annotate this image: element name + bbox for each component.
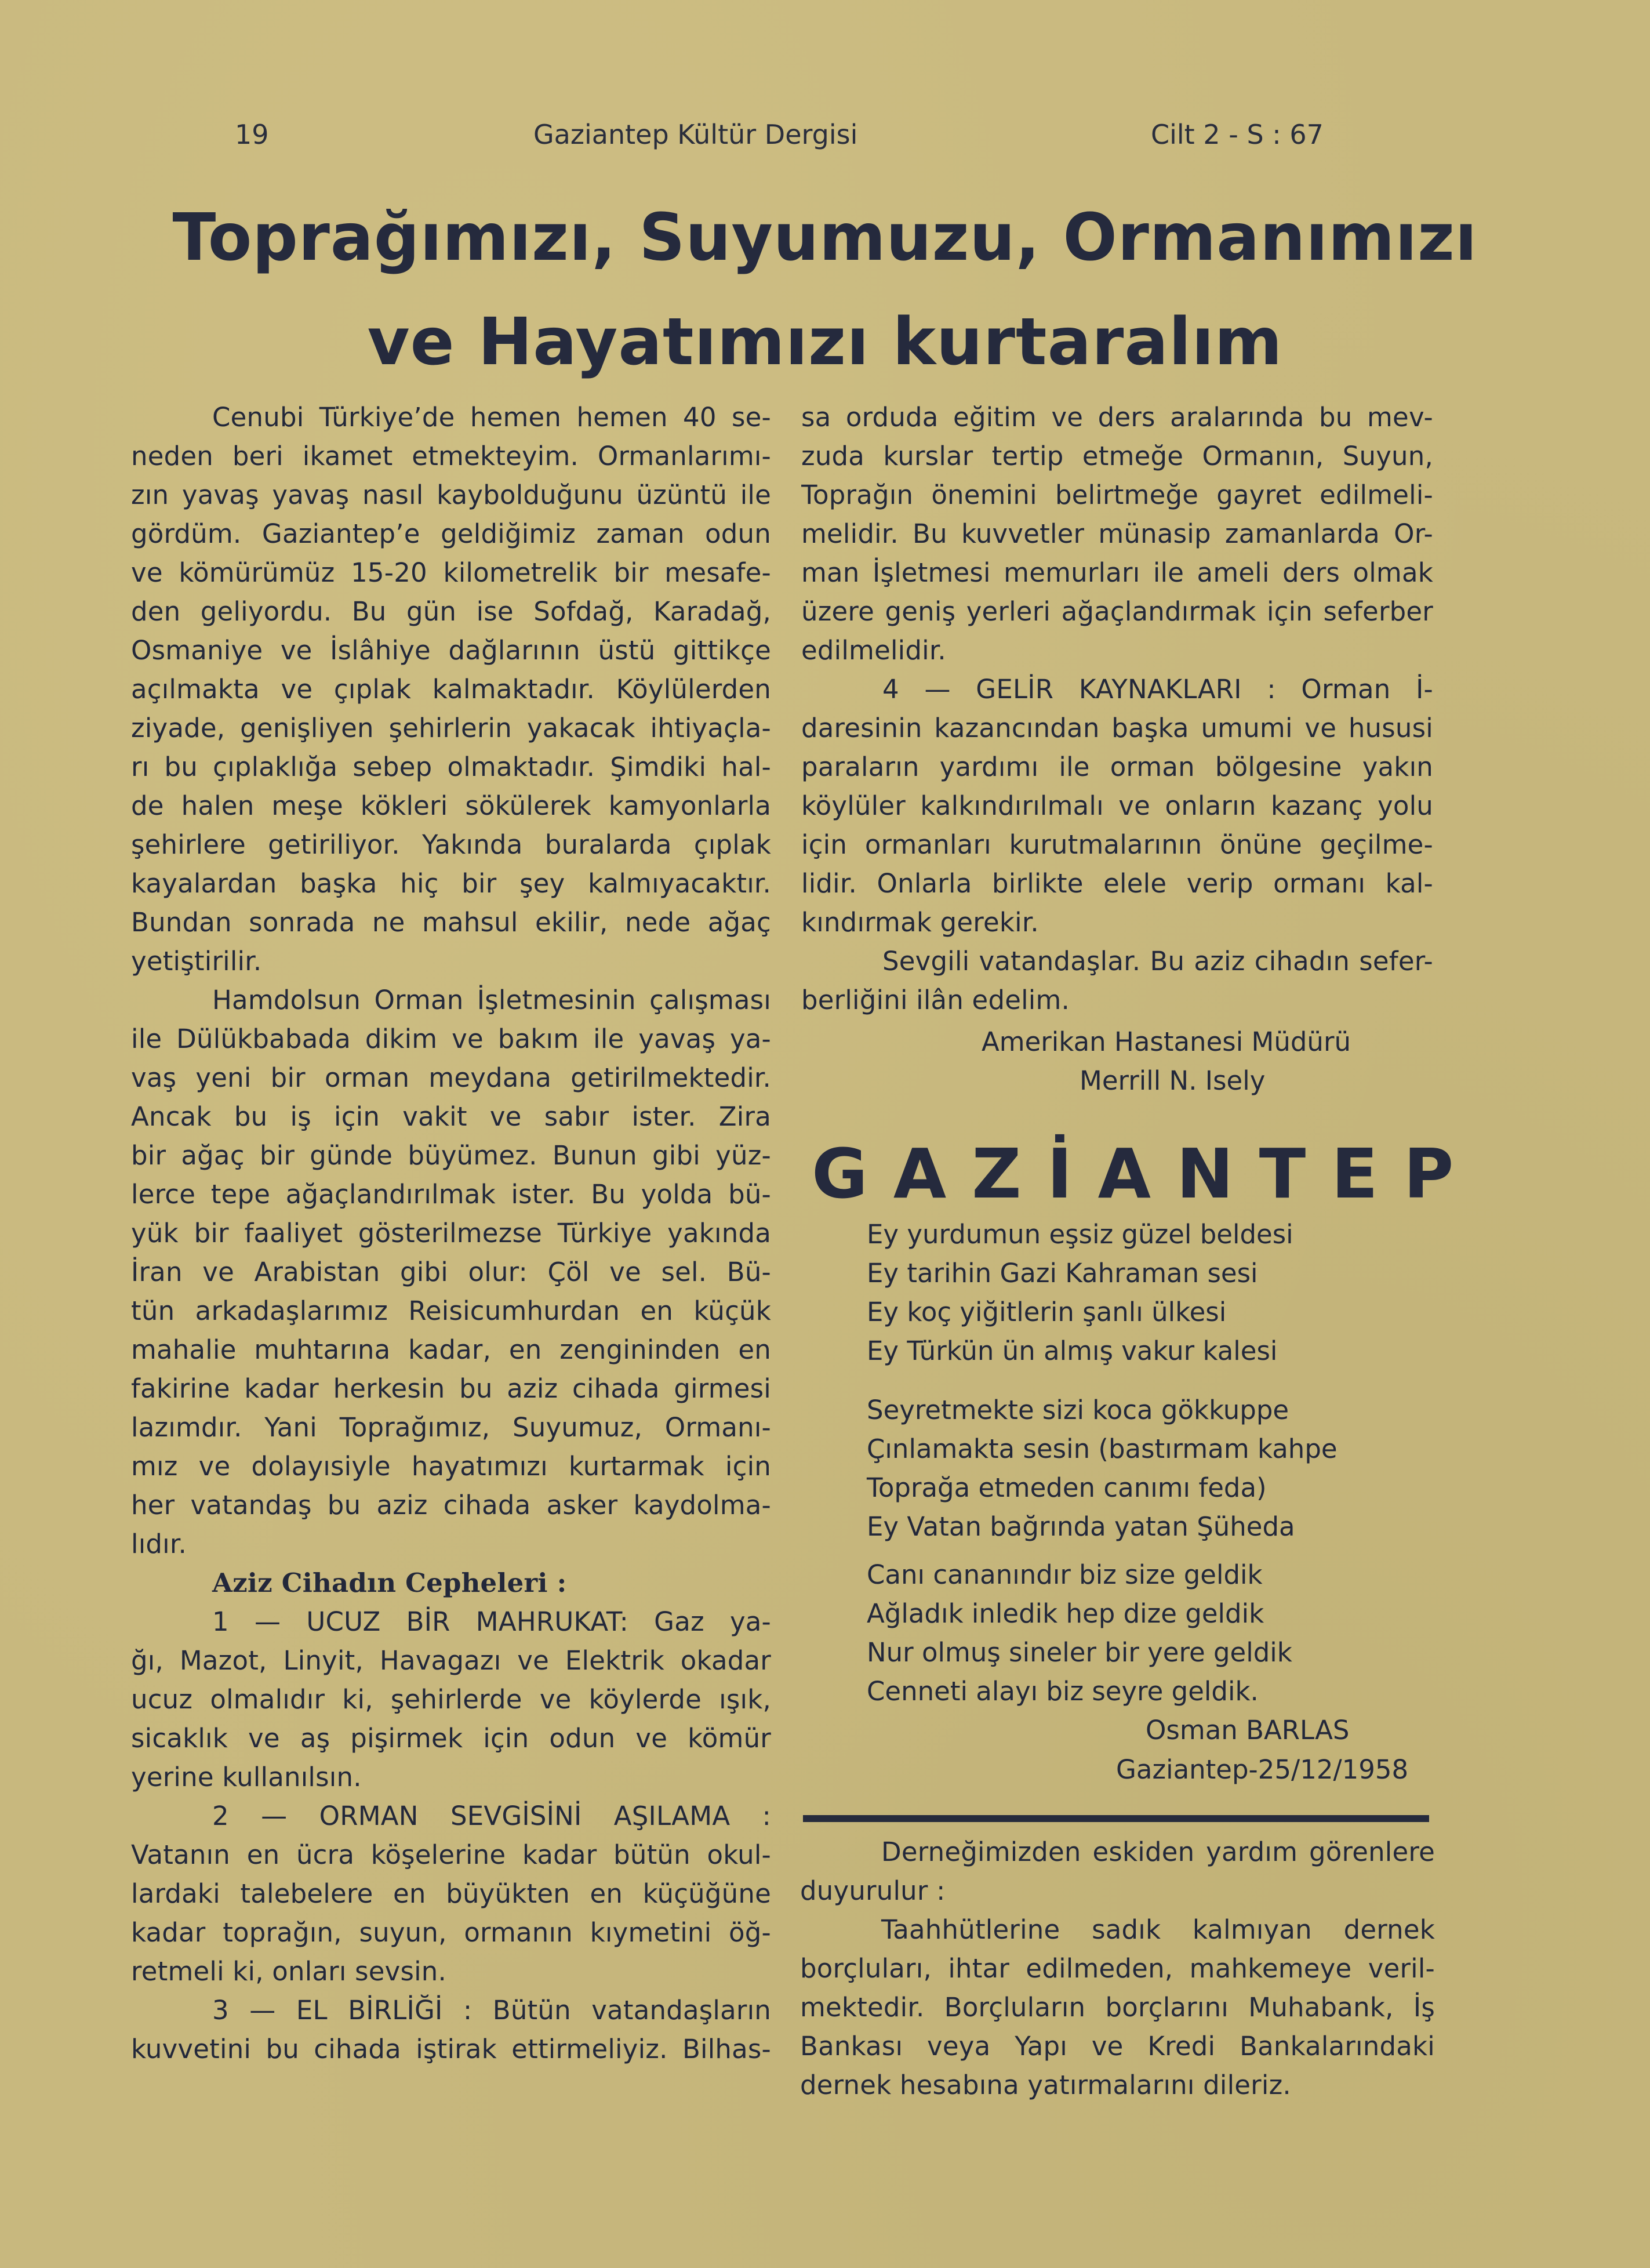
text-line: lardaki talebelere en büyükten en küçüğüne: [131, 1878, 771, 1909]
volume-issue: Cilt 2 - S : 67: [1151, 119, 1324, 150]
text-line: 1 — UCUZ BİR MAHRUKAT: Gaz ya-: [212, 1606, 771, 1637]
text-line: lıdır.: [131, 1529, 187, 1559]
text-line: edilmelidir.: [801, 635, 946, 666]
notice-line: Derneğimizden eskiden yardım görenlere: [881, 1837, 1435, 1867]
text-line: sicaklık ve aş pişirmek için odun ve kömür: [131, 1723, 771, 1754]
text-line: için ormanları kurutmalarının önüne geçilme-: [801, 829, 1433, 860]
text-line: Toprağın önemini belirtmeğe gayret edilmeli-: [801, 480, 1433, 510]
text-line: Sevgili vatandaşlar. Bu aziz cihadın sefer-: [882, 946, 1433, 977]
text-line: 2 — ORMAN SEVGİSİNİ AŞILAMA :: [212, 1801, 771, 1831]
text-line: den geliyordu. Bu gün ise Sofdağ, Karadağ,: [131, 596, 771, 627]
text-line: kındırmak gerekir.: [801, 907, 1039, 938]
notice-line: Taahhütlerine sadık kalmıyan dernek: [881, 1914, 1435, 1945]
poem-line: Cenneti alayı biz seyre geldik.: [867, 1676, 1259, 1707]
article-title-line-1: Toprağımızı, Suyumuzu, Ormanımızı: [172, 200, 1478, 275]
association-notice: [800, 1832, 1435, 2104]
text-line: melidir. Bu kuvvetler münasip zamanlarda Or-: [801, 518, 1433, 549]
text-line: yük bir faaliyet gösterilmezse Türkiye yakında: [131, 1218, 771, 1249]
text-line: her vatandaş bu aziz cihada asker kaydolma-: [131, 1490, 771, 1521]
signature-name: Merrill N. Isely: [1080, 1065, 1266, 1096]
article-left-column: [131, 398, 771, 2069]
poem-line: Canı cananındır biz size geldik: [867, 1559, 1263, 1590]
signature-title: Amerikan Hastanesi Müdürü: [982, 1026, 1351, 1057]
text-line: Ancak bu iş için vakit ve sabır ister. Zira: [131, 1101, 771, 1132]
article-title-line-2: ve Hayatımızı kurtaralım: [367, 304, 1283, 380]
poem-line: Çınlamakta sesin (bastırmam kahpe: [867, 1434, 1338, 1464]
text-line: mahalie muhtarına kadar, en zengininden en: [131, 1334, 771, 1365]
text-line: 3 — EL BİRLİĞİ : Bütün vatandaşların: [212, 1995, 771, 2026]
text-line: kadar toprağın, suyun, ormanın kıymetini öğ-: [131, 1917, 771, 1948]
poem-stanza-1: [867, 1215, 1447, 1370]
text-line: zın yavaş yavaş nasıl kaybolduğunu üzüntü ile: [131, 480, 771, 510]
article-right-column: [801, 398, 1433, 1019]
poem-author: Osman BARLAS: [1146, 1715, 1350, 1746]
text-line: 4 — GELİR KAYNAKLARI : Orman İ-: [882, 674, 1433, 705]
text-line: üzere geniş yerleri ağaçlandırmak için seferber: [801, 596, 1433, 627]
section-divider: [803, 1815, 1429, 1822]
text-line: kuvvetini bu cihada iştirak ettirmeliyiz. Bilhas-: [131, 2034, 771, 2064]
poem-line: Ey yurdumun eşsiz güzel beldesi: [867, 1219, 1293, 1250]
poem-line: Ey koç yiğitlerin şanlı ülkesi: [867, 1297, 1227, 1327]
text-line: Vatanın en ücra köşelerine kadar bütün okul-: [131, 1839, 771, 1870]
text-line: berliğini ilân edelim.: [801, 985, 1070, 1015]
text-line: vaş yeni bir orman meydana getirilmektedir.: [131, 1062, 771, 1093]
notice-line: mektedir. Borçluların borçlarını Muhabank, İş: [800, 1992, 1435, 2023]
text-line: yetiştirilir.: [131, 946, 262, 977]
text-line: ziyade, genişliyen şehirlerin yakacak ihtiyaçla-: [131, 713, 771, 743]
text-line: ğı, Mazot, Linyit, Havagazı ve Elektrik okadar: [131, 1645, 771, 1676]
poem-line: Ey Türkün ün almış vakur kalesi: [867, 1336, 1278, 1366]
text-line: ile Dülükbabada dikim ve bakım ile yavaş ya-: [131, 1024, 771, 1054]
text-line: bir ağaç bir günde büyümez. Bunun gibi yüz-: [131, 1140, 771, 1171]
text-line: ucuz olmalıdır ki, şehirlerde ve köylerde ışık,: [131, 1684, 771, 1715]
page-number: 19: [235, 119, 269, 150]
text-line: zuda kurslar tertip etmeğe Ormanın, Suyun,: [801, 441, 1433, 471]
poem-line: Nur olmuş sineler bir yere geldik: [867, 1637, 1292, 1668]
text-line: fakirine kadar herkesin bu aziz cihada girmesi: [131, 1373, 771, 1404]
poem-line: Toprağa etmeden canımı feda): [867, 1472, 1267, 1503]
text-line: paraların yardımı ile orman bölgesine yakın: [801, 752, 1433, 782]
text-line: Aziz Cihadın Cepheleri :: [212, 1567, 567, 1598]
poem-heading: GAZİANTEP: [812, 1134, 1480, 1214]
text-line: Cenubi Türkiye’de hemen hemen 40 se-: [212, 402, 771, 433]
magazine-name: Gaziantep Kültür Dergisi: [533, 119, 858, 150]
text-line: İran ve Arabistan gibi olur: Çöl ve sel. Bü-: [131, 1257, 771, 1287]
text-line: de halen meşe kökleri sökülerek kamyonlarla: [131, 790, 771, 821]
text-line: köylüler kalkındırılmalı ve onların kazanç yolu: [801, 790, 1433, 821]
poem-place-date: Gaziantep-25/12/1958: [1116, 1754, 1409, 1785]
text-line: mız ve dolayısiyle hayatımızı kurtarmak için: [131, 1451, 771, 1482]
text-line: man İşletmesi memurları ile ameli ders olmak: [801, 557, 1433, 588]
notice-line: Bankası veya Yapı ve Kredi Bankalarındaki: [800, 2031, 1435, 2062]
text-line: lerce tepe ağaçlandırılmak ister. Bu yolda bü-: [131, 1179, 771, 1210]
text-line: gördüm. Gaziantep’e geldiğimiz zaman odun: [131, 518, 771, 549]
text-line: tün arkadaşlarımız Reisicumhurdan en küçük: [131, 1296, 771, 1326]
poem-line: Ey tarihin Gazi Kahraman sesi: [867, 1258, 1258, 1289]
text-line: retmeli ki, onları sevsin.: [131, 1956, 447, 1987]
poem-stanza-3: [867, 1555, 1447, 1711]
text-line: sa orduda eğitim ve ders aralarında bu mev-: [801, 402, 1433, 433]
notice-line: borçluları, ihtar edilmeden, mahkemeye veril-: [800, 1953, 1435, 1984]
text-line: daresinin kazancından başka umumi ve hususi: [801, 713, 1433, 743]
notice-line: duyurulur :: [800, 1875, 946, 1906]
poem-line: Ey Vatan bağrında yatan Şüheda: [867, 1511, 1295, 1542]
text-line: Hamdolsun Orman İşletmesinin çalışması: [212, 985, 771, 1015]
text-line: kayalardan başka hiç bir şey kalmıyacaktır.: [131, 868, 771, 899]
text-line: rı bu çıplaklığa sebep olmaktadır. Şimdiki hal-: [131, 752, 771, 782]
poem-line: Ağladık inledik hep dize geldik: [867, 1598, 1264, 1629]
poem-line: Seyretmekte sizi koca gökkuppe: [867, 1395, 1289, 1425]
text-line: lidir. Onlarla birlikte elele verip ormanı kal-: [801, 868, 1433, 899]
poem-stanza-2: [867, 1391, 1447, 1546]
text-line: neden beri ikamet etmekteyim. Ormanlarımı-: [131, 441, 771, 471]
notice-line: dernek hesabına yatırmalarını dileriz.: [800, 2070, 1291, 2100]
text-line: şehirlere getiriliyor. Yakında buralarda çıplak: [131, 829, 771, 860]
text-line: ve kömürümüz 15-20 kilometrelik bir mesafe-: [131, 557, 771, 588]
text-line: Bundan sonrada ne mahsul ekilir, nede ağaç: [131, 907, 771, 938]
text-line: açılmakta ve çıplak kalmaktadır. Köylülerden: [131, 674, 771, 705]
text-line: yerine kullanılsın.: [131, 1762, 362, 1792]
text-line: lazımdır. Yani Toprağımız, Suyumuz, Ormanı-: [131, 1412, 771, 1443]
text-line: Osmaniye ve İslâhiye dağlarının üstü gittikçe: [131, 635, 771, 666]
